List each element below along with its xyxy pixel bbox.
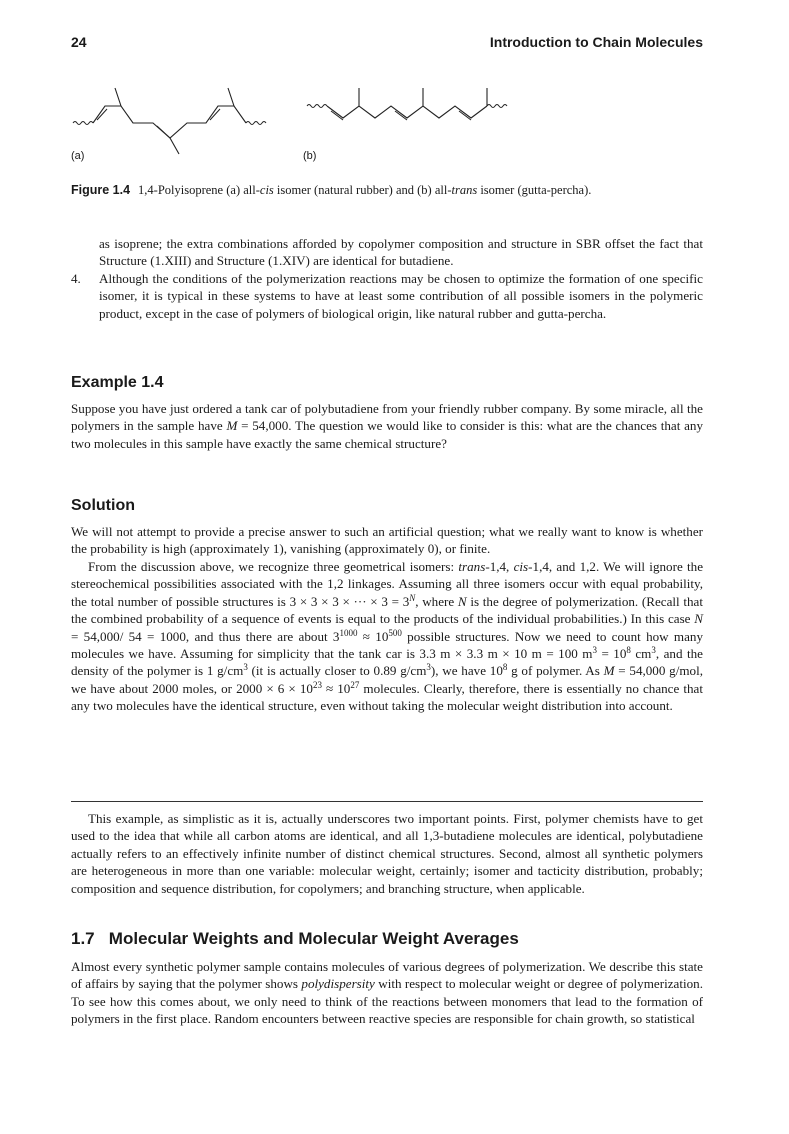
text: ), we have 10 bbox=[430, 663, 503, 679]
section-heading: 1.7 Molecular Weights and Molecular Weight Averages bbox=[71, 929, 519, 948]
wavy-end-left bbox=[73, 122, 93, 125]
caption-text: isomer (gutta-percha). bbox=[477, 183, 592, 197]
superscript: 8 bbox=[502, 662, 508, 673]
double-bond-b1 bbox=[331, 111, 343, 120]
list-item-text: as isoprene; the extra combinations afforded by copolymer composition and structure in SBR offset the fact that Structure (1.XIII) and Structure (1.XIV) are identical for butadiene. bbox=[99, 236, 703, 269]
superscript: 3 bbox=[651, 645, 656, 656]
text: g of polymer. As bbox=[507, 663, 604, 679]
caption-text: 1,4-Polyisoprene (a) all- bbox=[138, 183, 260, 197]
structure-b-trans-polyisoprene bbox=[303, 78, 523, 158]
solution-paragraph-2 bbox=[71, 558, 703, 715]
symbol-N: N bbox=[694, 611, 703, 627]
panel-label-a: (a) bbox=[71, 150, 85, 162]
text: -1,4, bbox=[485, 559, 514, 574]
text: -1,4, and 1,2. We will ignore the stereochemical possibilities associated with the 1,2 linkages. Assuming all three isomers occur with equal probability, the total number of possible structures is 3 × 3 × 3 × ··· × 3 = 3 bbox=[71, 559, 704, 609]
text: , and the density of the polymer is 1 g/cm bbox=[71, 646, 703, 679]
example-end-rule bbox=[71, 801, 703, 802]
superscript: 23 bbox=[312, 679, 322, 690]
text: ≈ 10 bbox=[321, 680, 351, 696]
intro-list bbox=[71, 235, 703, 322]
double-bond-a2 bbox=[157, 126, 170, 138]
superscript: 8 bbox=[626, 645, 631, 656]
list-item-text: Although the conditions of the polymerization reactions may be chosen to optimize the formation of one specific isomer, it is typical in these systems to have at least some contribution of all possible isomers in the polymeric product, except in the case of polymers of biological origin, like natural rubber and gutta-percha. bbox=[99, 270, 703, 321]
text: ≈ 10 bbox=[357, 628, 389, 644]
methyl-a2 bbox=[170, 138, 179, 154]
section-paragraph bbox=[71, 958, 703, 1028]
caption-cis: cis bbox=[259, 183, 274, 197]
running-header bbox=[71, 34, 703, 52]
text: = 10 bbox=[596, 646, 627, 662]
panel-label-b: (b) bbox=[303, 150, 317, 162]
symbol-M: M bbox=[603, 663, 615, 679]
figure-1-4 bbox=[71, 78, 703, 170]
caption-label: Figure 1.4 bbox=[71, 183, 131, 197]
page-number: 24 bbox=[71, 34, 87, 50]
text: = 54,000 g/mol, we have about 2000 moles, or 2000 × 6 × 10 bbox=[71, 663, 703, 696]
text-italic: polydispersity bbox=[301, 976, 375, 992]
text: From the discussion above, we recognize three geometrical isomers: bbox=[88, 559, 459, 574]
caption-trans: trans bbox=[451, 183, 478, 197]
double-bond-b2 bbox=[395, 111, 407, 120]
example-paragraph bbox=[71, 400, 703, 452]
double-bond-b3 bbox=[459, 111, 471, 120]
superscript: 3 bbox=[592, 645, 597, 656]
solution-heading: Solution bbox=[71, 497, 135, 514]
text: molecules. Clearly, therefore, there is essentially no chance that any two molecules have the identical structure, even without taking the molecular weight distribution into account. bbox=[71, 680, 704, 714]
caption-text: isomer (natural rubber) and (b) all- bbox=[273, 183, 452, 197]
text: (it is actually closer to 0.89 g/cm bbox=[247, 663, 427, 679]
superscript: 3 bbox=[426, 662, 431, 673]
list-number: 4. bbox=[71, 270, 81, 286]
methyl-a3 bbox=[228, 88, 234, 106]
figure-caption bbox=[71, 183, 711, 198]
text: Almost every synthetic polymer sample contains molecules of various degrees of polymerization. We describe this state of affairs by saying that the polymer shows bbox=[71, 959, 703, 992]
text-italic: cis bbox=[513, 559, 529, 574]
text: Suppose you have just ordered a tank car of polybutadiene from your friendly rubber company. By some miracle, all the polymers in the sample have bbox=[71, 401, 703, 434]
text-italic: trans bbox=[458, 559, 486, 574]
solution-paragraph-1: We will not attempt to provide a precise answer to such an artificial question; what we really want to know is whether the probability is high (approximately 1), vanishing (approximately 0), or finite. bbox=[71, 524, 703, 557]
symbol-M: M bbox=[226, 418, 238, 434]
methyl-a1 bbox=[115, 88, 121, 106]
chain-b bbox=[327, 106, 487, 118]
symbol-N: N bbox=[457, 593, 467, 609]
list-item-continuation bbox=[71, 235, 703, 270]
superscript: 3 bbox=[243, 662, 248, 673]
superscript: 27 bbox=[350, 679, 360, 690]
structure-a-cis-polyisoprene bbox=[71, 78, 271, 158]
text: = 54,000/ 54 = 1000, and thus there are about 3 bbox=[71, 628, 340, 644]
wavy-end-left bbox=[307, 105, 327, 108]
wavy-end-right bbox=[487, 105, 507, 108]
superscript: 500 bbox=[388, 627, 402, 638]
text: is the degree of polymerization. (Recall that the combined probability of a sequence of events is equal to the products of the individual probabilities.) In this case bbox=[71, 593, 704, 627]
text: , where bbox=[415, 593, 458, 609]
text: = 54,000. The question we would like to consider is this: what are the chances that any two molecules in this sample have exactly the same chemical structure? bbox=[71, 418, 703, 451]
body-paragraph: This example, as simplistic as it is, actually underscores two important points. First, polymer chemists have to get used to the idea that while all carbon atoms are identical, and all 1,3-butadiene molecules are identical, polybutadiene actually refers to an effectively infinite number of distinct chemical structures. Second, almost all synthetic polymers are heterogeneous in more than one variable: molecular weight, certainly; isomer and tacticity distribution, probably; composition and sequence distribution, for copolymers; and branching structure, when applicable. bbox=[71, 811, 703, 896]
superscript: N bbox=[409, 592, 416, 603]
chain-a bbox=[93, 106, 246, 138]
wavy-end-right bbox=[246, 122, 266, 125]
text: with respect to molecular weight or degree of polymerization. To see how this comes about, we only need to think of the reactions between monomers that lead to the formation of polymers in the first place. Random encounters between reactive species are responsible for chain growth, so statistical bbox=[71, 976, 703, 1027]
text: possible structures. Now we need to count how many molecules we have. Assuming for simplicity that the tank car is 3.3 m × 3.3 m × 10 m = 100 m bbox=[71, 628, 704, 662]
text: cm bbox=[630, 646, 652, 662]
superscript: 1000 bbox=[339, 627, 358, 638]
example-heading: Example 1.4 bbox=[71, 374, 164, 391]
list-item-4 bbox=[71, 270, 703, 322]
running-title: Introduction to Chain Molecules bbox=[489, 34, 703, 50]
